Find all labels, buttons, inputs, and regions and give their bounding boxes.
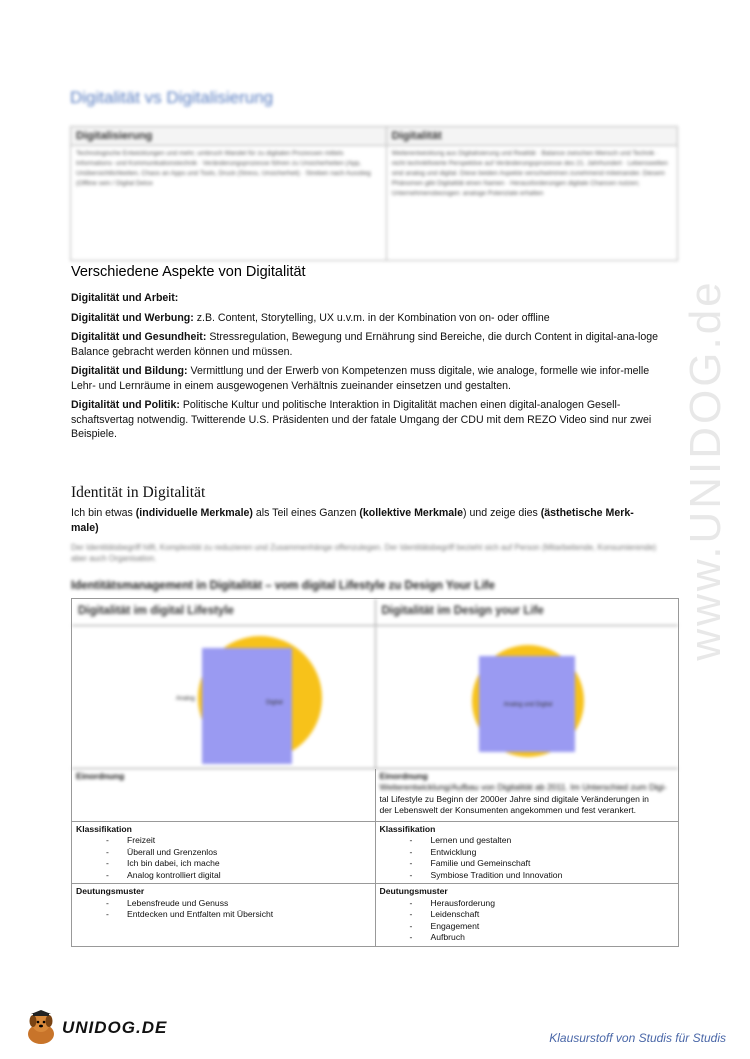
einordnung-text: der Lebenswelt der Konsumenten angekommen und fest verankert. <box>379 805 637 815</box>
identity-bold-part: (kollektive Merkmale <box>359 507 463 519</box>
aspect-item <box>71 330 671 359</box>
identity-blurred-paragraph: Der Identitätsbegriff hilft, Komplexität zu reduzieren und Zusammenhänge offenzulegen. Der Identitätsbegriff bezieht sich auf Person (Mitarbeitende, Konsumierende) aber auch Organisation. <box>71 543 657 563</box>
list-item: - Symbiose Tradition und Innovation <box>380 870 675 882</box>
deutungsmuster-label: Deutungsmuster <box>379 886 448 896</box>
einordnung-left <box>72 769 375 821</box>
comparison-cell-left: Technologische Entwicklungen und mehr; umbruch Wandel für zu digitalen Prozessen mittels Informations- und Kommunikationstechnik · Veränderungsprozesse führen zu Unsicherheiten (App, Unübersichtlichkeiten, Chaos an Apps und Tools, Druck (Stress, Unsicherheit) · Streben nach Ausstieg (Offline sein / Digital Detox <box>71 146 387 261</box>
aspect-text: Stressregulation, Bewegung und Ernährung sind Bereiche, die durch Content in digital-ana-loge Balance gebracht werden können und müssen. <box>71 331 659 358</box>
diagram-left-svg <box>72 626 374 768</box>
comparison-cell-right: Weiterentwicklung aus Digitalisierung und Realität · Balance zwischen Mensch und Technik · nicht technikfixierte Perspektive auf Veränderungsprozesse des 21. Jahrhundert · Lebenswelten sind analog und digital. Diese beiden Aspekte verschwimmen zunehmend miteinander. Diesem Phänomen gibt Digitalität einen Namen · Herausforderungen digitale Chancen nutzen; Unternehmensbezogen: analoge Potenziale erhalten <box>386 146 677 261</box>
management-header-right: Digitalität im Design your Life <box>375 599 679 625</box>
comparison-table <box>70 126 678 261</box>
list-item: - Herausforderung <box>380 898 675 910</box>
list-item: - Engagement <box>380 921 675 933</box>
identity-text <box>71 506 661 535</box>
label-analog: Analog <box>176 695 195 702</box>
einordnung-text: tal Lifestyle zu Beginn der 2000er Jahre sind digitale Veränderungen in <box>379 793 649 804</box>
list-item: - Entdecken und Entfalten mit Übersicht <box>76 909 371 921</box>
klassifikation-label: Klassifikation <box>76 823 132 834</box>
klassifikation-label: Klassifikation <box>379 823 436 834</box>
aspect-item <box>71 291 671 306</box>
list-item: - Familie und Gemeinschaft <box>380 858 675 870</box>
diagram-right <box>375 626 679 768</box>
list-item: - Leidenschaft <box>380 909 675 921</box>
einordnung-text-blurred: Weiterentwicklung/Aufbau von Digitalität ab 2011. Im Unterschied zum Digi- <box>379 782 667 792</box>
list-item: - Aufbruch <box>380 932 675 944</box>
list-item: - Lebensfreude und Genuss <box>76 898 371 910</box>
aspect-item <box>71 398 671 442</box>
aspect-label: Digitalität und Arbeit: <box>71 292 179 304</box>
deutungsmuster-label: Deutungsmuster <box>76 886 145 896</box>
unidog-logo[interactable] <box>22 1010 167 1046</box>
dog-icon <box>22 1010 60 1046</box>
identity-bold-part: (ästhetische Merk-male) <box>71 507 634 534</box>
diagram-left <box>72 626 375 768</box>
einordnung-label: Einordnung <box>379 770 428 781</box>
deutungsmuster-right <box>375 884 679 946</box>
aspect-text: z.B. Content, Storytelling, UX u.v.m. in der Kombination von on- oder offline <box>193 311 550 324</box>
aspect-item <box>71 364 671 393</box>
management-title: Identitätsmanagement in Digitalität – vom digital Lifestyle zu Design Your Life <box>71 580 495 592</box>
watermark: www.UNIDOG.de <box>681 279 730 661</box>
management-header-left: Digitalität im digital Lifestyle <box>78 605 234 617</box>
list-item: - Lernen und gestalten <box>380 835 675 847</box>
aspect-label: Digitalität und Werbung: <box>71 311 194 324</box>
aspect-text: Vermittlung und der Erwerb von Kompetenzen muss digitale, wie analoge, formelle wie infor-melle Lehr- und Lernräume in einem ausgewogenen Verhältnis zueinander einsetzen und gestalten. <box>71 365 650 392</box>
list-item: - Analog kontrolliert digital <box>76 870 371 882</box>
deutungsmuster-row <box>72 884 678 946</box>
identity-text-part: Ich bin etwas <box>71 507 136 519</box>
identity-title: Identität in Digitalität <box>71 484 206 501</box>
logo-text: UNIDOG.DE <box>62 1018 168 1037</box>
list-item: - Entwicklung <box>380 847 675 859</box>
aspect-text: Politische Kultur und politische Interaktion in Digitalität machen einen digital-analogen Gesell-schaftsvertag notwendig. Twitterende U.S. Präsidenten und der fatale Umgang der CDU mit dem REZO Video sind nur zwei Beispiele. <box>71 399 652 440</box>
label-analog-digital: Analog und Digital <box>503 701 552 708</box>
aspect-label: Digitalität und Politik: <box>71 399 180 411</box>
list-item: - Überall und Grenzenlos <box>76 847 371 859</box>
aspects-list <box>71 291 671 447</box>
einordnung-label: Einordnung <box>76 770 125 781</box>
aspect-item <box>71 311 671 326</box>
label-digital: Digital <box>266 699 283 706</box>
section-title-digitalitaet: Digitalität vs Digitalisierung <box>70 88 274 107</box>
management-header-row <box>72 599 678 626</box>
einordnung-right <box>375 769 679 821</box>
list-item: - Freizeit <box>76 835 371 847</box>
diagram-row <box>72 626 678 769</box>
comparison-header-left: Digitalisierung <box>71 127 387 146</box>
klassifikation-left <box>72 822 375 884</box>
identity-bold-part: (individuelle Merkmale) <box>135 507 253 519</box>
management-table <box>71 598 679 947</box>
footer-tagline: Klausurstoff von Studis für Studis <box>549 1031 726 1045</box>
list-item: - Ich bin dabei, ich mache <box>76 858 371 870</box>
digital-square <box>202 648 292 764</box>
identity-text-part: als Teil eines Ganzen <box>252 507 360 519</box>
aspect-label: Digitalität und Bildung: <box>71 365 188 377</box>
diagram-right-svg <box>376 626 678 768</box>
klassifikation-right <box>375 822 679 884</box>
identity-text-part: ) und zeige dies <box>462 507 541 519</box>
aspects-title: Verschiedene Aspekte von Digitalität <box>71 264 306 280</box>
aspect-label: Digitalität und Gesundheit: <box>71 331 207 343</box>
klassifikation-row <box>72 822 678 885</box>
deutungsmuster-left <box>72 884 375 946</box>
comparison-header-right: Digitalität <box>386 127 677 146</box>
einordnung-row <box>72 769 678 822</box>
